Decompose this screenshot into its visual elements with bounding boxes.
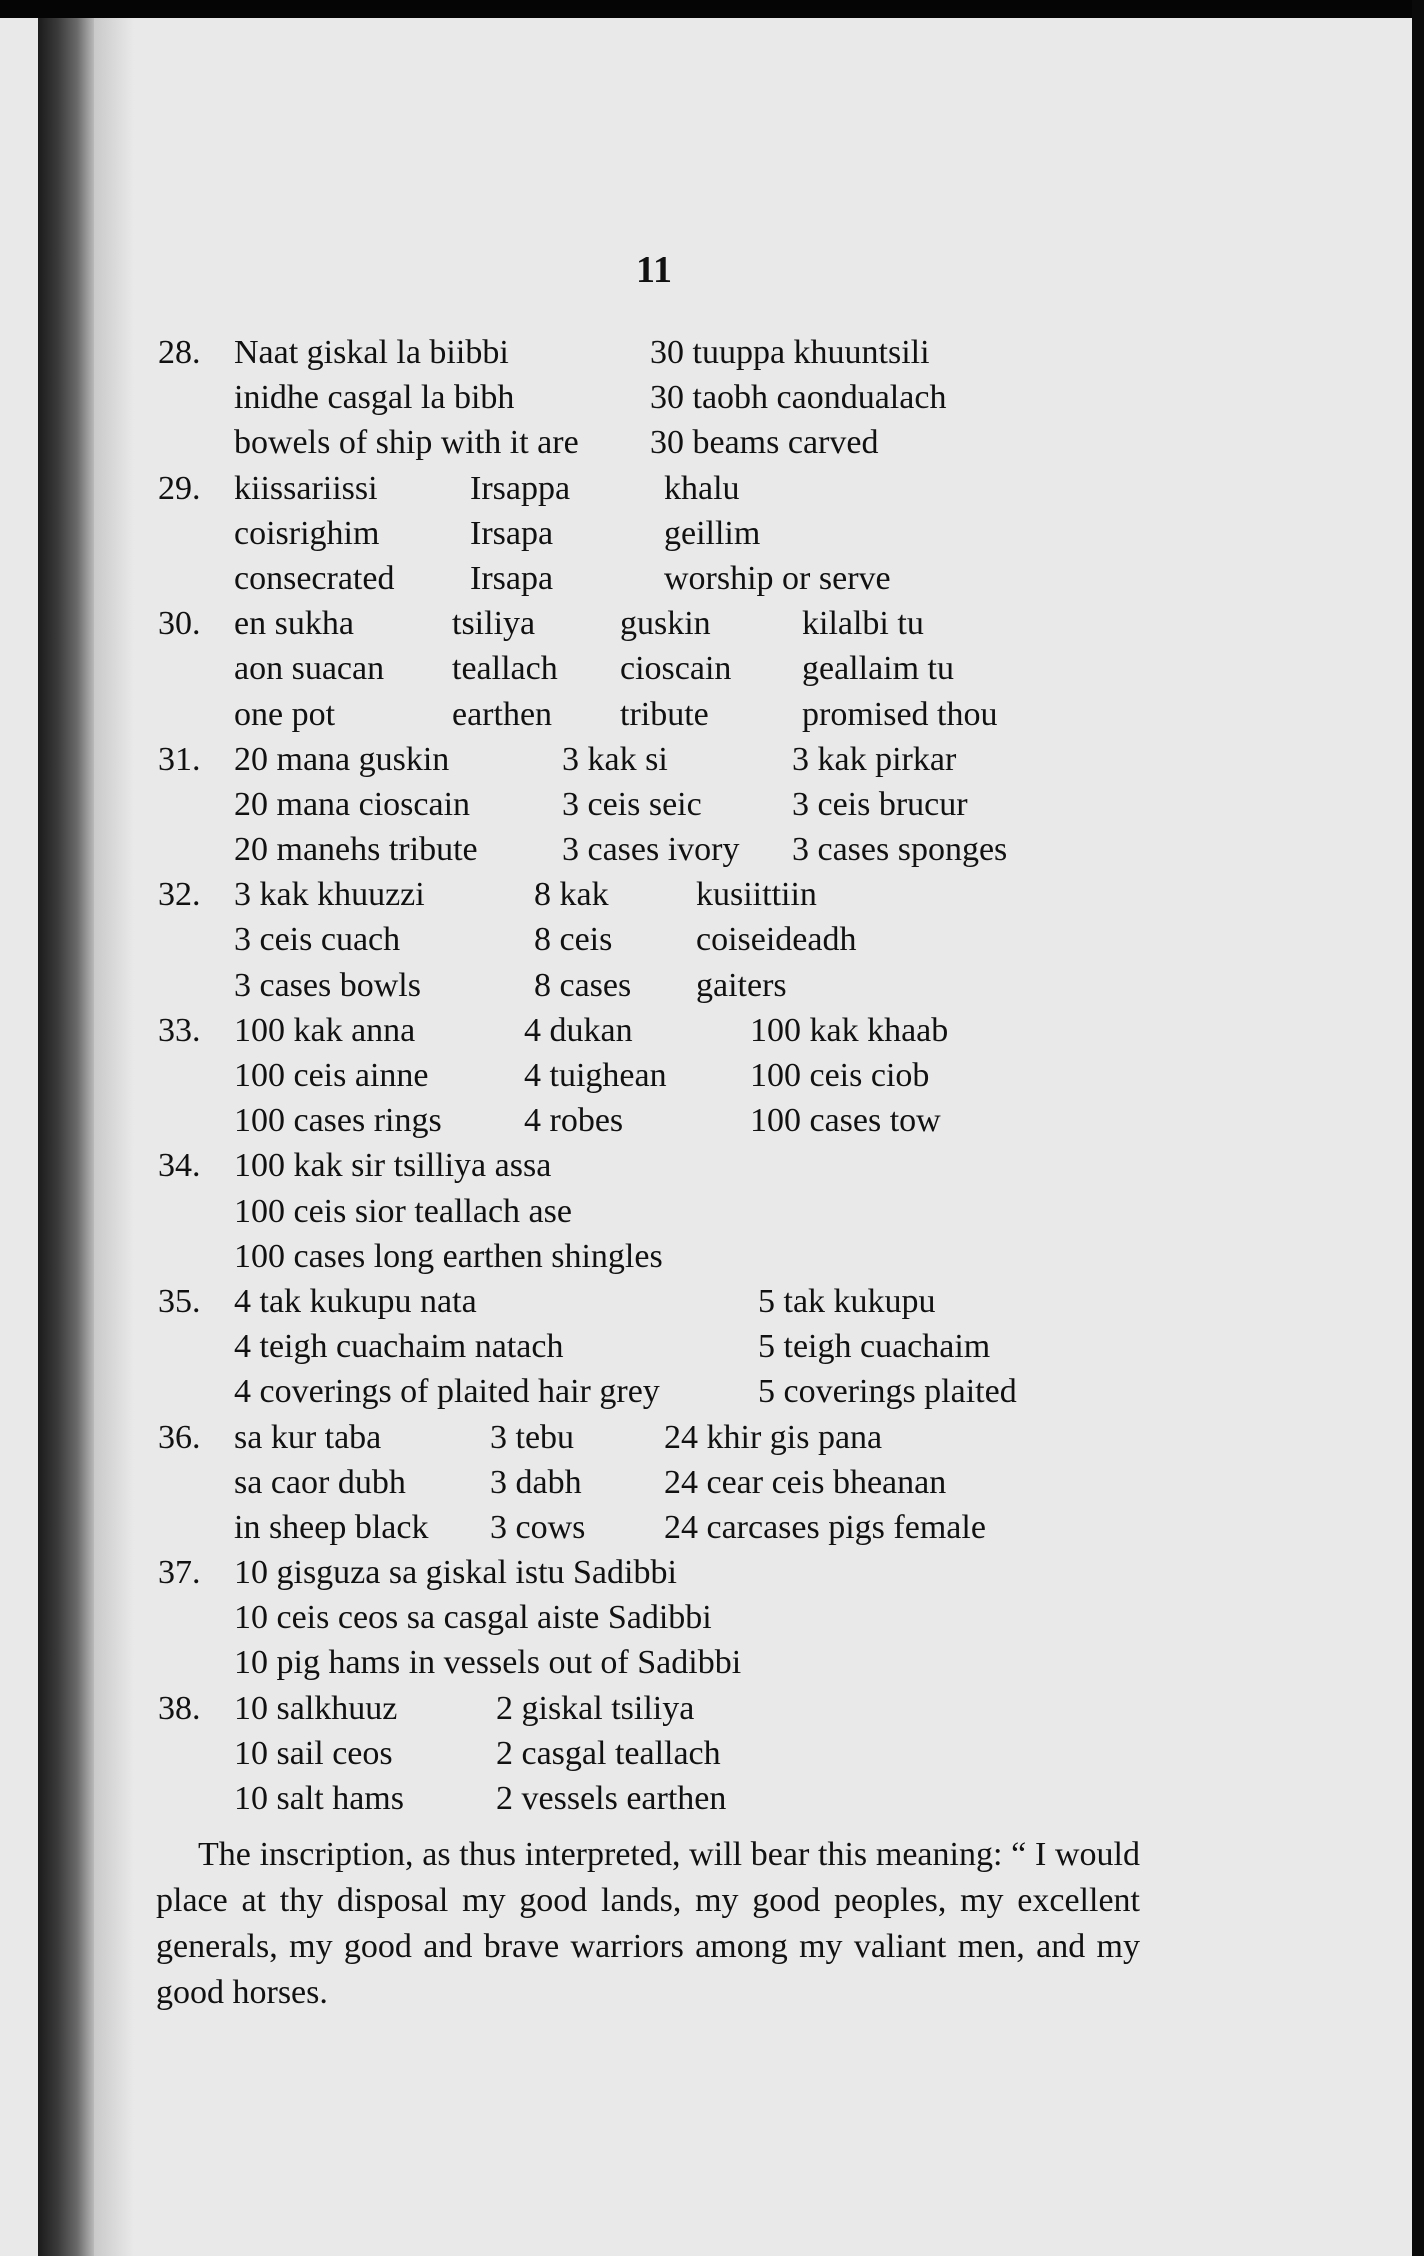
entry-36 [0, 1415, 1424, 1551]
entry-cell: 10 sail ceos [234, 1734, 393, 1772]
entry-line [0, 1776, 1424, 1821]
entry-number: 34. [158, 1147, 201, 1185]
entry-cell: 2 casgal teallach [496, 1734, 721, 1772]
entry-33 [0, 1008, 1424, 1144]
entry-cell: 100 cases long earthen shingles [234, 1237, 663, 1275]
entry-cell: 100 kak khaab [750, 1011, 949, 1049]
entry-cell: guskin [620, 605, 711, 643]
entry-cell: 4 robes [524, 1102, 624, 1140]
interpretation-paragraph [156, 1832, 1140, 2016]
entry-cell: 10 ceis ceos sa casgal aiste Sadibbi [234, 1599, 712, 1637]
entry-line [0, 466, 1424, 511]
entry-cell: kiissariissi [234, 469, 378, 507]
entry-line [0, 1550, 1424, 1595]
entry-cell: geallaim tu [802, 650, 955, 688]
entry-cell: 8 ceis [534, 921, 613, 959]
glossary-entries [0, 330, 1424, 1821]
entry-line [0, 782, 1424, 827]
entry-cell: worship or serve [664, 559, 891, 597]
entry-line [0, 1234, 1424, 1279]
entry-cell: kilalbi tu [802, 605, 924, 643]
entry-number: 32. [158, 876, 201, 914]
entry-line [0, 420, 1424, 465]
entry-cell: 4 dukan [524, 1011, 633, 1049]
entry-line [0, 1731, 1424, 1776]
entry-cell: geillim [664, 514, 761, 552]
entry-line [0, 556, 1424, 601]
entry-cell: 3 cases sponges [792, 831, 1008, 869]
entry-number: 28. [158, 334, 201, 371]
entry-cell: gaiters [696, 966, 787, 1004]
entry-line [0, 1415, 1424, 1460]
entry-28 [0, 330, 1424, 466]
entry-cell: Irsappa [470, 469, 571, 507]
entry-line [0, 737, 1424, 782]
entry-cell: 3 kak si [562, 740, 668, 778]
entry-line [0, 1686, 1424, 1731]
entry-cell: 24 carcases pigs female [664, 1508, 986, 1546]
entry-cell: 30 taobh caondualach [650, 379, 947, 417]
entry-32 [0, 872, 1424, 1008]
entry-cell: 24 cear ceis bheanan [664, 1463, 947, 1501]
entry-cell: one pot [234, 695, 336, 733]
entry-cell: 100 kak sir tsilliya assa [234, 1147, 552, 1185]
entry-cell: kusiittiin [696, 876, 817, 914]
entry-cell: 5 coverings plaited [758, 1373, 1017, 1411]
entry-cell: inidhe casgal la bibh [234, 379, 515, 417]
entry-line [0, 511, 1424, 556]
entry-cell: 8 kak [534, 876, 609, 914]
entry-line [0, 1098, 1424, 1143]
entry-line [0, 646, 1424, 691]
entry-cell: 24 khir gis pana [664, 1418, 883, 1456]
entry-cell: 4 teigh cuachaim natach [234, 1328, 564, 1366]
entry-cell: 100 ceis sior teallach ase [234, 1192, 572, 1230]
entry-cell: 3 dabh [490, 1463, 582, 1501]
entry-cell: aon suacan [234, 650, 385, 688]
entry-cell: 20 mana cioscain [234, 785, 471, 823]
entry-cell: 20 manehs tribute [234, 831, 478, 869]
entry-35 [0, 1279, 1424, 1415]
entry-cell: 3 ceis brucur [792, 785, 968, 823]
entry-30 [0, 601, 1424, 737]
entry-31 [0, 737, 1424, 873]
entry-cell: 10 gisguza sa giskal istu Sadibbi [234, 1554, 677, 1592]
entry-cell: en sukha [234, 605, 354, 643]
entry-cell: consecrated [234, 559, 395, 597]
entry-cell: teallach [452, 650, 558, 688]
entry-line [0, 1008, 1424, 1053]
entry-cell: 3 kak khuuzzi [234, 876, 425, 914]
entry-cell: 4 tak kukupu nata [234, 1282, 477, 1320]
entry-29 [0, 466, 1424, 602]
entry-cell: promised thou [802, 695, 998, 733]
entry-cell: bowels of ship with it are [234, 424, 579, 462]
entry-cell: Irsapa [470, 514, 554, 552]
page-number: 11 [636, 249, 672, 291]
entry-cell: 3 cases bowls [234, 966, 421, 1004]
entry-cell: cioscain [620, 650, 732, 688]
entry-line [0, 1189, 1424, 1234]
entry-line [0, 1595, 1424, 1640]
entry-cell: 100 ceis ciob [750, 1057, 930, 1094]
entry-line [0, 601, 1424, 646]
entry-cell: 5 teigh cuachaim [758, 1328, 991, 1366]
entry-line [0, 1640, 1424, 1685]
entry-line [0, 963, 1424, 1008]
entry-cell: 3 ceis seic [562, 785, 702, 823]
entry-34 [0, 1143, 1424, 1279]
entry-cell: 3 cows [490, 1508, 586, 1546]
entry-line [0, 1143, 1424, 1188]
interpretation-text: The inscription, as thus interpreted, will bear this meaning: “ I would place at thy disposal my good lands, my good peoples, my excellent generals, my good and brave warriors among my valiant men, and my good horses. [156, 1836, 1140, 2011]
entry-cell: sa kur taba [234, 1418, 382, 1456]
entry-cell: 3 cases ivory [562, 831, 740, 869]
entry-line [0, 1279, 1424, 1324]
entry-number: 38. [158, 1689, 201, 1727]
entry-cell: 4 coverings of plaited hair grey [234, 1373, 660, 1411]
entry-line [0, 1053, 1424, 1098]
entry-cell: 3 ceis cuach [234, 921, 401, 959]
entry-number: 30. [158, 605, 201, 643]
entry-cell: 30 tuuppa khuuntsili [650, 334, 930, 371]
entry-cell: 100 cases tow [750, 1102, 941, 1140]
entry-cell: tsiliya [452, 605, 536, 643]
entry-number: 37. [158, 1554, 201, 1592]
entry-cell: 3 tebu [490, 1418, 575, 1456]
entry-line [0, 917, 1424, 962]
entry-cell: earthen [452, 695, 553, 733]
entry-line [0, 692, 1424, 737]
entry-line [0, 1460, 1424, 1505]
scan-top-border [0, 0, 1424, 18]
entry-cell: 5 tak kukupu [758, 1282, 936, 1320]
entry-line [0, 330, 1424, 375]
entry-cell: in sheep black [234, 1508, 429, 1546]
entry-cell: 3 kak pirkar [792, 740, 957, 778]
entry-number: 33. [158, 1011, 201, 1049]
entry-number: 31. [158, 740, 201, 778]
entry-cell: tribute [620, 695, 709, 733]
entry-line [0, 1324, 1424, 1369]
entry-cell: 20 mana guskin [234, 740, 450, 778]
entry-38 [0, 1686, 1424, 1822]
entry-cell: 2 giskal tsiliya [496, 1689, 695, 1727]
entry-cell: 10 salkhuuz [234, 1689, 398, 1727]
entry-line [0, 1369, 1424, 1414]
entry-cell: khalu [664, 469, 740, 507]
entry-line [0, 375, 1424, 420]
entry-cell: sa caor dubh [234, 1463, 406, 1501]
entry-line [0, 827, 1424, 872]
entry-cell: 100 kak anna [234, 1011, 416, 1049]
entry-cell: Irsapa [470, 559, 554, 597]
entry-cell: 30 beams carved [650, 424, 879, 462]
entry-cell: coisrighim [234, 514, 380, 552]
entry-number: 29. [158, 469, 201, 507]
entry-cell: 100 cases rings [234, 1102, 442, 1140]
entry-cell: coiseideadh [696, 921, 857, 959]
entry-number: 36. [158, 1418, 201, 1456]
entry-number: 35. [158, 1282, 201, 1320]
entry-line [0, 1505, 1424, 1550]
entry-cell: Naat giskal la biibbi [234, 334, 509, 371]
entry-cell: 4 tuighean [524, 1057, 667, 1094]
entry-line [0, 872, 1424, 917]
entry-cell: 2 vessels earthen [496, 1780, 727, 1817]
entry-cell: 8 cases [534, 966, 632, 1004]
entry-cell: 100 ceis ainne [234, 1057, 429, 1094]
entry-cell: 10 salt hams [234, 1780, 404, 1817]
entry-37 [0, 1550, 1424, 1686]
entry-cell: 10 pig hams in vessels out of Sadibbi [234, 1644, 742, 1682]
